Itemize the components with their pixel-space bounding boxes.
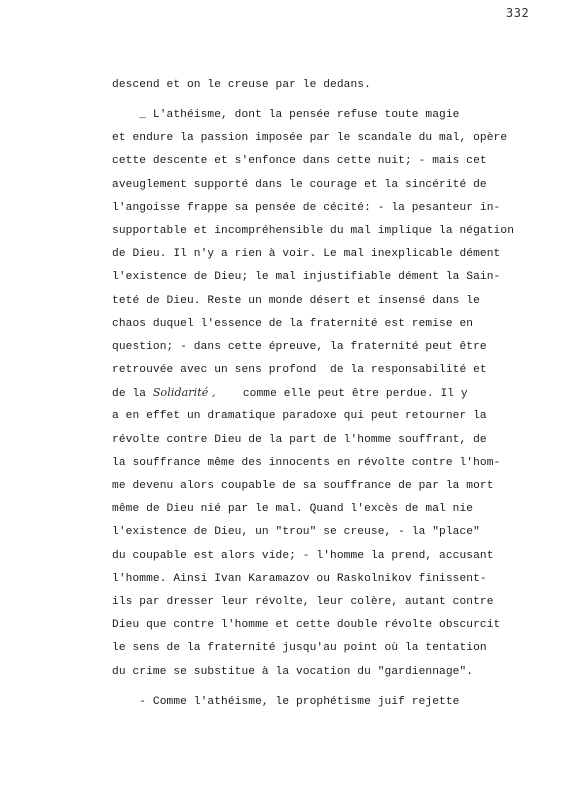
text-line: a en effet un dramatique paradoxe qui peut retourner la <box>112 410 487 422</box>
text-line: du crime se substitue à la vocation du "gardiennage". <box>112 666 474 678</box>
text-line: - Comme l'athéisme, le prophétisme juif rejette <box>112 696 460 708</box>
text-line: de Dieu. Il n'y a rien à voir. Le mal inexplicable dément <box>112 248 501 260</box>
text-line: question; - dans cette épreuve, la fraternité peut être <box>112 341 487 353</box>
text-line: retrouvée avec un sens profond de la responsabilité et <box>112 364 487 376</box>
text-line: me devenu alors coupable de sa souffrance de par la mort <box>112 480 494 492</box>
text-line: révolte contre Dieu de la part de l'homme souffrant, de <box>112 434 487 446</box>
text-line: et endure la passion imposée par le scandale du mal, opère <box>112 132 508 144</box>
text-line: chaos duquel l'essence de la fraternité est remise en <box>112 318 474 330</box>
text-line: supportable et incompréhensible du mal implique la négation <box>112 225 515 237</box>
text-fragment: de la <box>112 388 153 400</box>
text-line: l'angoisse frappe sa pensée de cécité: - la pesanteur in- <box>112 202 501 214</box>
text-line: aveuglement supporté dans le courage et la sincérité de <box>112 179 487 191</box>
text-line-with-insert <box>112 386 468 401</box>
text-line: descend et on le creuse par le dedans. <box>112 79 371 91</box>
text-line: teté de Dieu. Reste un monde désert et insensé dans le <box>112 295 480 307</box>
text-line: ils par dresser leur révolte, leur colère, autant contre <box>112 596 494 608</box>
text-line: l'homme. Ainsi Ivan Karamazov ou Raskolnikov finissent- <box>112 573 487 585</box>
text-fragment: comme elle peut être perdue. Il y <box>215 388 468 400</box>
text-line: la souffrance même des innocents en révolte contre l'hom- <box>112 457 501 469</box>
text-line: _ L'athéisme, dont la pensée refuse toute magie <box>112 109 460 121</box>
text-line: Dieu que contre l'homme et cette double révolte obscurcit <box>112 619 501 631</box>
text-line: cette descente et s'enfonce dans cette nuit; - mais cet <box>112 155 487 167</box>
text-line: l'existence de Dieu; le mal injustifiable dément la Sain- <box>112 271 501 283</box>
page-number: 332 <box>506 6 530 20</box>
text-line: même de Dieu nié par le mal. Quand l'excès de mal nie <box>112 503 474 515</box>
text-line: du coupable est alors vide; - l'homme la prend, accusant <box>112 550 494 562</box>
text-line: l'existence de Dieu, un "trou" se creuse, - la "place" <box>112 526 480 538</box>
handwritten-insert: Solidarité , <box>152 386 216 399</box>
text-line: le sens de la fraternité jusqu'au point où la tentation <box>112 642 487 654</box>
